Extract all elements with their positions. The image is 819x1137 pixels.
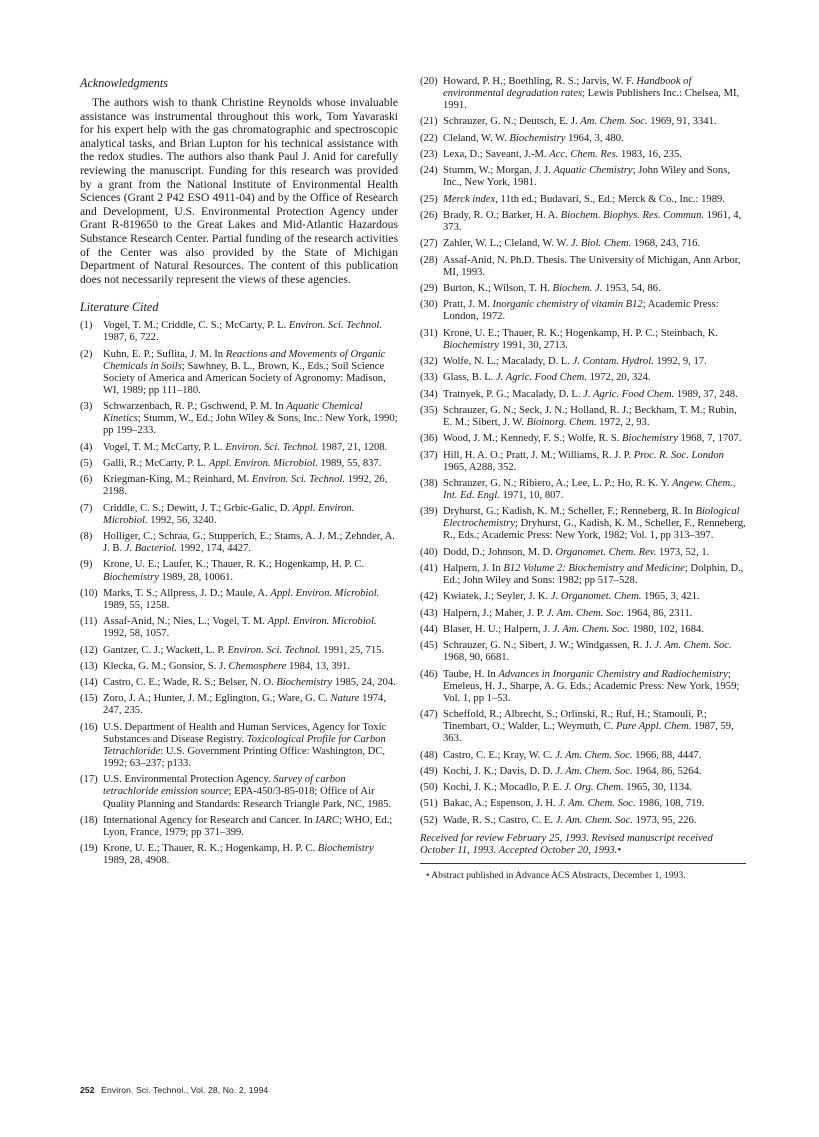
reference-source: Biochem. Biophys. Res. Commun.: [560, 209, 705, 221]
reference-number: (52): [420, 814, 438, 826]
reference-number: (6): [80, 474, 93, 486]
reference-text: 1992, 58, 1057.: [103, 628, 170, 640]
reference-text: 1989, 28, 4908.: [103, 855, 170, 867]
reference-text: 1985, 24, 204.: [332, 677, 396, 689]
reference-item: [80, 774, 398, 810]
reference-source: Merck index: [443, 193, 496, 205]
right-column: [420, 76, 746, 881]
reference-text: 1973, 52, 1.: [656, 546, 710, 558]
reference-text: , 11th ed.; Budavari, S., Ed.; Merck & Co., Inc.: 1989.: [495, 193, 725, 205]
reference-item: [420, 640, 746, 664]
reference-source: Biochem. J.: [552, 283, 603, 294]
reference-number: (24): [420, 165, 438, 177]
reference-source: Aquatic Chemical Kinetics: [103, 401, 363, 425]
reference-item: [80, 616, 398, 640]
reference-number: (31): [420, 327, 438, 339]
reference-source: Biochemistry: [317, 843, 374, 855]
reference-number: (40): [420, 546, 438, 558]
reference-text: 1971, 10, 807.: [499, 490, 564, 501]
reference-number: (41): [420, 563, 438, 575]
reference-text: 1968, 90, 6681.: [443, 652, 510, 664]
reference-source: Handbook of environmental degradation rates: [443, 76, 692, 100]
reference-item: [420, 709, 746, 745]
reference-item: [420, 405, 746, 429]
reference-number: (39): [420, 506, 438, 518]
reference-source: B12 Volume 2: Biochemistry and Medicine: [503, 563, 685, 575]
reference-item: [420, 149, 746, 161]
reference-number: (10): [80, 587, 98, 599]
reference-item: [420, 782, 746, 794]
reference-text: U.S. Environmental Protection Agency.: [103, 774, 274, 786]
reference-item: [420, 506, 746, 542]
reference-source: Advances in Inorganic Chemistry and Radiochemistry: [498, 668, 728, 680]
reference-item: [420, 433, 746, 445]
reference-item: [420, 815, 746, 827]
reference-item: [80, 349, 398, 397]
reference-text: Hill, H. A. O.; Pratt, J. M.; Williams, R. J. P.: [443, 449, 634, 461]
reference-number: (36): [420, 433, 438, 445]
reference-item: [420, 563, 746, 587]
acknowledgments-text: The authors wish to thank Christine Reynolds whose invaluable assistance was instrumental throughout this work, Tom Yavaraski for his expert help with the gas chromatographic and spectroscopic analytical tasks, and Brian Lupton for his technical assistance with the redox studies. The authors also thank Paul J. Anid for carefully reviewing the manuscript. Funding for this research was provided by a grant from the National Institute of Environmental Health Sciences (Grant 2 P42 ESO 4911-04) and by the Office of Research and Development, U.S. Environmental Protection Agency under Grant R-819650 to the Great Lakes and Mid-Atlantic Hazardous Substance Research Center. Partial funding of the research activities of the Center was also provided by the State of Michigan Department of Natural Resources. The content of this publication does not necessarily represent the views of these agencies.: [80, 96, 398, 286]
reference-text: Blaser, H. U.; Halpern, J.: [443, 623, 553, 635]
reference-item: [420, 798, 746, 810]
reference-text: Krone, U. E.; Thauer, R. K.; Hogenkamp, H. P. C.: [103, 843, 318, 855]
reference-text: Krone, U. E.; Thauer, R. K.; Hogenkamp, H. P. C.; Steinbach, K.: [443, 327, 719, 339]
reference-text: Lexa, D.; Saveant, J.-M.: [443, 149, 550, 161]
reference-source: Environ. Sci. Technol.: [288, 320, 382, 332]
reference-text: U.S. Department of Health and Human Services, Agency for Toxic Substances and Disease Registry.: [103, 721, 387, 745]
reference-item: [420, 283, 746, 295]
reference-text: ; Dryhurst, G., Kadish, K. M., Scheller, F., Renneberg, R., Eds.; Academic Press: New York, 1982; Vol. 1, pp 313–397.: [443, 518, 746, 542]
reference-item: [80, 458, 398, 470]
reference-text: 1961, 4, 373.: [443, 209, 742, 234]
reference-source: Biochemistry: [276, 677, 333, 689]
reference-source: Am. Chem. Soc.: [580, 116, 648, 128]
reference-text: Vogel, T. M.; McCarty, P. L.: [103, 441, 226, 453]
reference-item: [80, 588, 398, 612]
reference-text: Stumm, W.; Morgan, J. J.: [443, 165, 554, 177]
reference-item: [420, 238, 746, 250]
reference-number: (33): [420, 372, 438, 384]
reference-source: Biochemistry: [509, 132, 566, 144]
reference-number: (23): [420, 149, 438, 161]
reference-source: Aquatic Chemistry: [553, 165, 633, 177]
reference-item: [80, 843, 398, 867]
reference-text: ; Dolphin, D., Ed.; John Wiley and Sons: 1982; pp 517–528.: [443, 563, 744, 587]
reference-source: J. Org. Chem.: [564, 782, 624, 794]
reference-number: (50): [420, 782, 438, 794]
reference-text: Kuhn, E. P.; Suflita, J. M. In: [103, 348, 226, 360]
reference-number: (5): [80, 458, 93, 469]
reference-item: [80, 815, 398, 839]
reference-number: (37): [420, 449, 438, 461]
reference-text: ; Sawhney, B. L., Brown, K., Eds.; Soil Science Society of America and American Society of Agronomy: Madison, WI, 1989; pp 111–180.: [103, 360, 386, 396]
reference-number: (7): [80, 502, 93, 514]
reference-text: Klecka, G. M.; Gonsior, S. J.: [103, 660, 229, 672]
reference-source: Pure Appl. Chem.: [616, 721, 692, 733]
reference-list-right: [420, 76, 746, 827]
reference-source: J. Am. Chem. Soc.: [555, 765, 633, 777]
reference-text: Schrauzer, G. N.; Ribiero, A.; Lee, L. P.; Ho, R. K. Y.: [443, 477, 673, 489]
reference-text: 1964, 86, 2311.: [623, 607, 693, 619]
reference-item: [420, 750, 746, 762]
reference-text: Marks, T. S.; Allpress, J. D.; Maule, A.: [103, 587, 271, 599]
reference-list-left: [80, 320, 398, 867]
reference-number: (17): [80, 774, 98, 786]
reference-text: 1989, 37, 248.: [674, 388, 738, 400]
reference-number: (20): [420, 76, 438, 87]
reference-number: (9): [80, 559, 93, 571]
reference-source: J. Organomet. Chem.: [550, 591, 642, 603]
reference-source: Appl. Environ. Microbiol.: [208, 458, 318, 469]
reference-text: Halpern, J. In: [443, 563, 504, 575]
reference-text: : U.S. Government Printing Office: Washington, DC, 1992; 63–237; p133.: [103, 745, 386, 770]
reference-text: ; WHO, Ed.; Lyon, France, 1979; pp 371–399.: [103, 814, 393, 838]
page-number: 252: [80, 1085, 95, 1095]
reference-item: [80, 677, 398, 689]
reference-number: (3): [80, 401, 93, 413]
reference-number: (45): [420, 640, 438, 652]
reference-text: 1987, 6, 722.: [103, 332, 159, 344]
reference-text: 1980, 102, 1684.: [629, 623, 704, 635]
reference-number: (44): [420, 623, 438, 635]
reference-item: [80, 661, 398, 673]
reference-item: [420, 389, 746, 401]
reference-number: (8): [80, 531, 93, 543]
reference-item: [420, 299, 746, 323]
received-dates: Received for review February 25, 1993. Revised manuscript received October 11, 1993. Accepted October 20, 1993.•: [420, 832, 713, 856]
reference-text: 1991, 25, 715.: [320, 644, 385, 656]
reference-number: (46): [420, 668, 438, 680]
reference-number: (1): [80, 320, 93, 332]
reference-text: Kochi, J. K.; Mocadlo, P. E.: [443, 782, 565, 794]
reference-number: (25): [420, 193, 438, 205]
left-column: [80, 76, 398, 872]
reference-source: J. Biol. Chem.: [570, 238, 632, 250]
reference-text: Dodd, D.; Johnson, M. D.: [443, 546, 556, 558]
reference-source: J. Am. Chem. Soc.: [555, 814, 633, 826]
reference-number: (43): [420, 607, 438, 619]
reference-item: [420, 478, 746, 502]
reference-source: Angew. Chem., Int. Ed. Engl.: [443, 477, 736, 501]
reference-source: J. Am. Chem. Soc.: [654, 640, 732, 652]
reference-text: Schrauzer, G. N.; Deutsch, E. J.: [443, 116, 581, 128]
reference-source: Biochemistry: [443, 339, 499, 351]
reference-text: 1973, 95, 226.: [632, 814, 697, 826]
reference-number: (19): [80, 843, 98, 855]
reference-source: Survey of carbon tetrachloride emission source: [103, 774, 346, 798]
reference-text: 1987, 21, 1208.: [318, 441, 388, 453]
reference-source: Appl. Environ. Microbiol.: [267, 616, 377, 628]
reference-number: (35): [420, 404, 438, 416]
reference-item: [80, 645, 398, 657]
reference-number: (42): [420, 591, 438, 603]
reference-text: Galli, R.; McCarty, P. L.: [103, 458, 209, 469]
reference-text: ; Lewis Publishers Inc.: Chelsea, MI, 1991.: [443, 88, 740, 112]
reference-source: J. Bacteriol.: [124, 543, 177, 555]
reference-text: 1974, 247, 235.: [103, 693, 386, 717]
reference-source: Appl. Environ. Microbiol.: [270, 587, 380, 599]
reference-item: [420, 766, 746, 778]
reference-text: Wolfe, N. L.; Macalady, D. L.: [443, 356, 573, 368]
reference-source: Toxicological Profile for Carbon Tetrachloride: [103, 733, 386, 757]
reference-source: Organomet. Chem. Rev.: [555, 546, 657, 558]
reference-number: (13): [80, 660, 98, 672]
reference-text: 1984, 13, 391.: [286, 660, 350, 672]
reference-item: [420, 255, 746, 279]
reference-text: 1989, 55, 1258.: [103, 599, 170, 611]
reference-source: Acc. Chem. Res.: [549, 149, 619, 161]
reference-source: Nature: [330, 693, 360, 705]
reference-number: (22): [420, 132, 438, 144]
reference-text: 1965, 3, 421.: [641, 591, 700, 603]
reference-item: [420, 194, 746, 206]
reference-number: (51): [420, 798, 438, 810]
reference-item: [80, 474, 398, 498]
reference-source: Bioinorg. Chem.: [526, 416, 597, 428]
reference-text: 1992, 56, 3240.: [147, 514, 217, 526]
reference-item: [420, 328, 746, 352]
reference-text: 1968, 243, 716.: [631, 238, 701, 250]
reference-text: Wood, J. M.; Kennedy, F. S.; Wolfe, R. S.: [443, 433, 623, 445]
reference-item: [80, 401, 398, 437]
reference-text: Castro, C. E.; Kray, W. C.: [443, 749, 556, 761]
reference-text: 1969, 91, 3341.: [647, 116, 717, 128]
reference-text: Schwarzenbach, R. P.; Gschwend, P. M. In: [103, 401, 287, 413]
reference-item: [420, 133, 746, 145]
reference-source: Biochemistry: [622, 433, 678, 445]
reference-text: Dryhurst, G.; Kadish, K. M.; Scheller, F.; Renneberg, R. In: [443, 506, 696, 518]
reference-item: [420, 165, 746, 189]
reference-item: [420, 356, 746, 368]
reference-item: [80, 442, 398, 454]
reference-text: 1965, 30, 1134.: [623, 782, 693, 794]
reference-text: Brady, R. O.; Barker, H. A.: [443, 209, 561, 221]
journal-citation: Environ. Sci. Technol., Vol. 28, No. 2, 1994: [101, 1085, 269, 1095]
reference-item: [420, 116, 746, 128]
reference-text: Assaf-Anid, N.; Nies, L.; Vogel, T. M.: [103, 616, 268, 628]
reference-source: Inorganic chemistry of vitamin B12: [492, 299, 643, 311]
reference-item: [80, 722, 398, 770]
reference-text: 1989, 28, 10061.: [158, 571, 234, 583]
reference-text: 1968, 7, 1707.: [677, 433, 742, 445]
reference-source: Chemosphere: [228, 660, 287, 672]
reference-item: [420, 591, 746, 603]
reference-item: [80, 320, 398, 344]
reference-number: (28): [420, 254, 438, 266]
reference-text: Criddle, C. S.; Dewitt, J. T.; Grbic-Galic, D.: [103, 502, 293, 514]
reference-source: Proc. R. Soc. London: [633, 449, 724, 461]
page-footer: [80, 1085, 268, 1095]
reference-text: 1992, 174, 4427.: [176, 543, 252, 555]
reference-source: J. Am. Chem. Soc.: [558, 798, 636, 810]
reference-item: [420, 450, 746, 474]
reference-source: J. Am. Chem. Soc.: [555, 749, 633, 761]
reference-text: 1989, 55, 837.: [317, 458, 382, 469]
reference-item: [420, 669, 746, 705]
acknowledgments-heading: Acknowledgments: [80, 76, 168, 90]
reference-number: (49): [420, 765, 438, 777]
reference-number: (34): [420, 388, 438, 400]
reference-text: Scheffold, R.; Albrecht, S.; Orlinski, R.; Ruf, H.; Stamouli, P.; Tinembart, O.; Walder, L.; Weymuth, C.: [443, 709, 707, 733]
reference-source: IARC: [315, 814, 339, 826]
reference-text: 1972, 2, 93.: [596, 416, 650, 428]
reference-item: [420, 624, 746, 636]
reference-text: Howard, P. H.; Boethling, R. S.; Jarvis, W. F.: [443, 76, 637, 87]
reference-text: 1972, 20, 324.: [586, 372, 651, 384]
reference-source: J. Agric. Food Chem.: [495, 372, 587, 384]
reference-source: Environ. Sci. Technol.: [251, 474, 345, 486]
abstract-footnote: • Abstract published in Advance ACS Abstracts, December 1, 1993.: [426, 870, 686, 882]
reference-text: 1983, 16, 235.: [618, 149, 682, 161]
reference-text: Tratnyek, P. G.; Macalady, D. L.: [443, 388, 584, 400]
reference-item: [80, 559, 398, 583]
reference-item: [80, 531, 398, 555]
reference-number: (38): [420, 477, 438, 489]
reference-number: (16): [80, 721, 98, 733]
reference-number: (32): [420, 356, 438, 368]
reference-text: 1986, 108, 719.: [635, 798, 705, 810]
reference-text: ; John Wiley and Sons, Inc., New York, 1981.: [443, 165, 730, 189]
reference-source: Environ. Sci. Technol.: [227, 644, 321, 656]
reference-item: [420, 372, 746, 384]
reference-item: [80, 693, 398, 717]
reference-text: 1966, 88, 4447.: [632, 749, 702, 761]
reference-source: Appl. Environ. Microbiol.: [103, 502, 355, 526]
reference-number: (2): [80, 348, 93, 360]
reference-source: J. Am. Chem. Soc.: [552, 623, 630, 635]
literature-cited-heading: Literature Cited: [80, 300, 159, 315]
reference-source: J. Am. Chem. Soc.: [546, 607, 624, 619]
reference-number: (30): [420, 299, 438, 311]
reference-text: Holliger, C.; Schraa, G.; Stupperich, E.; Stams, A. J. M.; Zehnder, A. J. B.: [103, 531, 395, 555]
reference-item: [420, 76, 746, 112]
reference-text: Assaf-Anid, N. Ph.D. Thesis. The University of Michigan, Ann Arbor, MI, 1993.: [443, 254, 741, 278]
reference-item: [420, 608, 746, 620]
reference-text: ; Stumm, W., Ed.; John Wiley & Sons, Inc.: New York, 1990; pp 199–233.: [103, 413, 398, 437]
reference-source: Reactions and Movements of Organic Chemicals in Soils: [103, 348, 386, 372]
reference-text: Castro, C. E.; Wade, R. S.; Belser, N. O.: [103, 677, 277, 689]
reference-text: Zahler, W. L.; Cleland, W. W.: [443, 238, 571, 250]
reference-text: Taube, H. In: [443, 668, 499, 680]
reference-number: (29): [420, 283, 438, 294]
reference-source: Biochemistry: [103, 571, 159, 583]
reference-text: ; EPA-450/3-85-018; Office of Air Quality Planning and Standards: Research Triangle Park, NC, 1985.: [103, 786, 392, 810]
reference-number: (11): [80, 616, 98, 628]
reference-text: Zoro, J. A.; Hunter, J. M.; Eglington, G.; Ware, G. C.: [103, 693, 331, 705]
reference-text: Pratt, J. M.: [443, 299, 493, 311]
reference-text: 1964, 86, 5264.: [632, 765, 702, 777]
reference-number: (4): [80, 441, 93, 453]
reference-number: (26): [420, 209, 438, 221]
reference-text: Bakac, A.; Espenson, J. H.: [443, 798, 559, 810]
reference-text: 1965, A288, 352.: [443, 461, 517, 473]
reference-number: (14): [80, 677, 98, 689]
reference-text: Gantzer, C. J.; Wackett, L. P.: [103, 644, 228, 656]
reference-number: (18): [80, 814, 98, 826]
reference-text: Wade, R. S.; Castro, C. E.: [443, 814, 556, 826]
reference-text: Kriegman-King, M.; Reinhard, M.: [103, 474, 252, 486]
reference-number: (21): [420, 116, 438, 128]
reference-number: (12): [80, 644, 98, 656]
reference-text: Kochi, J. K.; Davis, D. D.: [443, 765, 556, 777]
reference-item: [420, 210, 746, 234]
reference-item: [420, 547, 746, 559]
reference-item: [80, 503, 398, 527]
reference-number: (15): [80, 693, 98, 705]
reference-text: Burton, K.; Wilson, T. H.: [443, 283, 553, 294]
reference-text: Glass, B. L.: [443, 372, 496, 384]
reference-text: ; Academic Press: London, 1972.: [443, 299, 719, 323]
reference-text: 1953, 54, 86.: [602, 283, 661, 294]
reference-source: Biological Electrochemistry: [443, 506, 740, 530]
reference-text: Cleland, W. W.: [443, 132, 510, 144]
reference-text: 1992, 26, 2198.: [103, 474, 388, 498]
reference-text: Vogel, T. M.; Criddle, C. S.; McCarty, P. L.: [103, 320, 289, 332]
reference-text: International Agency for Research and Cancer. In: [103, 814, 316, 826]
reference-text: Kwiatek, J.; Seyler, J. K.: [443, 591, 551, 603]
reference-text: 1987, 59, 363.: [443, 721, 734, 745]
reference-text: Schrauzer, G. N.; Seck, J. N.; Holland, R. J.; Beckham, T. M.; Rubin, E. M.; Sibert, J. W.: [443, 404, 737, 428]
reference-number: (47): [420, 709, 438, 721]
reference-text: 1992, 9, 17.: [653, 356, 707, 368]
reference-text: Halpern, J.; Maher, J. P.: [443, 607, 547, 619]
footnote-rule: [420, 863, 746, 864]
reference-text: ; Emeleus, H. J., Sharpe, A. G. Eds.; Academic Press: New York, 1959; Vol. 1, pp 1–53.: [443, 668, 740, 704]
reference-source: Environ. Sci. Technol.: [225, 441, 319, 453]
reference-text: Krone, U. E.; Laufer, K.; Thauer, R. K.; Hogenkamp, H. P. C.: [103, 559, 365, 571]
reference-source: J. Contam. Hydrol.: [572, 356, 654, 368]
reference-text: 1964, 3, 480.: [565, 132, 624, 144]
reference-text: 1991, 30, 2713.: [498, 339, 568, 351]
reference-number: (48): [420, 749, 438, 761]
reference-number: (27): [420, 238, 438, 250]
reference-text: Schrauzer, G. N.; Sibert, J. W.; Windgassen, R. J.: [443, 640, 655, 652]
reference-source: J. Agric. Food Chem.: [583, 388, 675, 400]
